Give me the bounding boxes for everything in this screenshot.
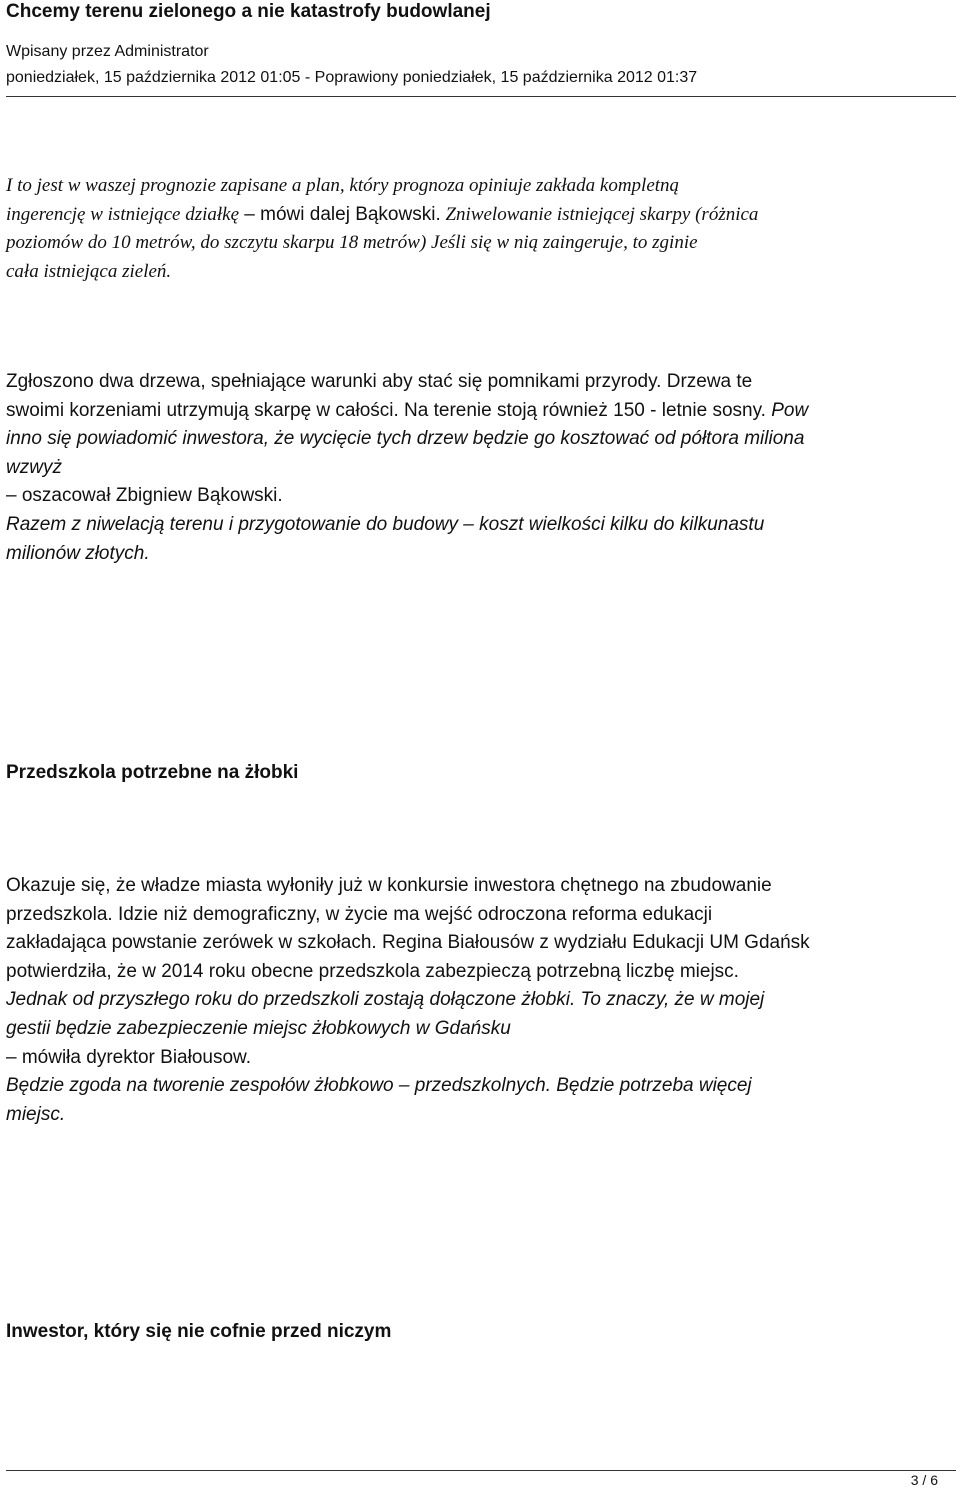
- text-line: [6, 201, 951, 230]
- section-heading-kindergartens: Przedszkola potrzebne na żłobki: [6, 762, 299, 783]
- text-line: przedszkola. Idzie niż demograficzny, w życie ma wejść odroczona reforma edukacji: [6, 903, 713, 925]
- text-line: Razem z niwelacją terenu i przygotowanie do budowy – koszt wielkości kilku do kilkunastu: [6, 513, 765, 535]
- text-line: potwierdziła, że w 2014 roku obecne przedszkola zabezpieczą potrzebną liczbę miejsc.: [6, 960, 739, 982]
- text-line: [6, 397, 951, 426]
- page-number: 3 / 6: [910, 1472, 938, 1488]
- text-line: – mówiła dyrektor Białousow.: [6, 1046, 251, 1068]
- text-line: gestii będzie zabezpieczenie miejsc żłobkowych w Gdańsku: [6, 1017, 511, 1039]
- paragraph-quote-bakowski: [6, 172, 951, 286]
- header-divider: [6, 96, 956, 97]
- text-line: poziomów do 10 metrów, do szczytu skarpu 18 metrów) Jeśli się w nią zaingeruje, to zginie: [6, 232, 698, 254]
- paragraph-trees: [6, 368, 951, 568]
- text-line: Jednak od przyszłego roku do przedszkoli zostają dołączone żłobki. To znaczy, że w mojej: [6, 989, 765, 1011]
- text-segment: ingerencję w istniejące działkę: [6, 203, 240, 225]
- section-heading-investor: Inwestor, który się nie cofnie przed niczym: [6, 1321, 392, 1342]
- text-segment-attribution: – mówi dalej Bąkowski.: [239, 203, 441, 225]
- footer-divider: [6, 1470, 956, 1471]
- text-line: miejsc.: [6, 1103, 66, 1125]
- text-line: Będzie zgoda na tworenie zespołów żłobkowo – przedszkolnych. Będzie potrzeba więcej: [6, 1075, 752, 1097]
- article-title: Chcemy terenu zielonego a nie katastrofy budowlanej: [6, 1, 491, 22]
- article-author: Wpisany przez Administrator: [6, 43, 209, 60]
- text-line: cała istniejąca zieleń.: [6, 260, 172, 282]
- text-line: inno się powiadomić inwestora, że wycięcie tych drzew będzie go kosztować od półtora miliona: [6, 428, 805, 450]
- text-line: I to jest w waszej prognozie zapisane a plan, który prognoza opiniuje zakłada kompletną: [6, 175, 680, 196]
- paragraph-kindergartens: [6, 872, 951, 1129]
- text-line: – oszacował Zbigniew Bąkowski.: [6, 485, 283, 507]
- text-segment: swoimi korzeniami utrzymują skarpę w całości. Na terenie stoją również 150 - letnie sosny.: [6, 399, 766, 421]
- text-segment-italic: Pow: [765, 399, 809, 421]
- text-line: wzwyż: [6, 456, 62, 478]
- text-line: milionów złotych.: [6, 542, 150, 564]
- text-segment: Zniwelowanie istniejącej skarpy (różnica: [440, 203, 759, 225]
- text-line: Zgłoszono dwa drzewa, spełniające warunki aby stać się pomnikami przyrody. Drzewa te: [6, 371, 753, 392]
- article-dates: poniedziałek, 15 października 2012 01:05 - Poprawiony poniedziałek, 15 października 2012 01:37: [6, 69, 698, 86]
- text-line: zakładająca powstanie zerówek w szkołach. Regina Białousów z wydziału Edukacji UM Gdańsk: [6, 932, 810, 954]
- text-line: Okazuje się, że władze miasta wyłoniły już w konkursie inwestora chętnego na zbudowanie: [6, 875, 772, 896]
